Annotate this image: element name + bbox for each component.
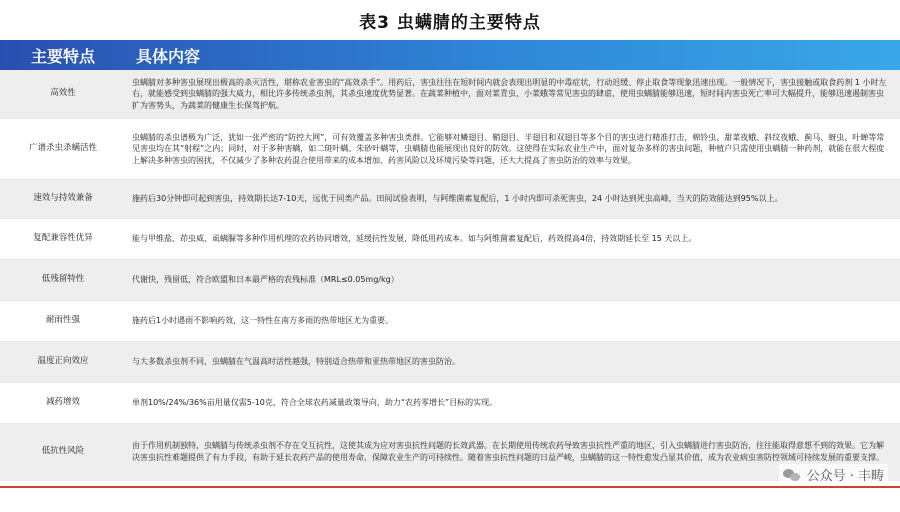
- feature-cell: 耐雨性强: [45, 315, 80, 326]
- header-content: 具体内容: [136, 46, 201, 66]
- description-cell: 施药后1小时遇雨不影响药效，这一特性在南方多雨的热带地区尤为重要。: [132, 316, 394, 326]
- table-header: [0, 40, 900, 70]
- table-row: [0, 383, 900, 424]
- watermark-text: 公众号 · 丰畴: [806, 469, 884, 484]
- table-row: [0, 70, 900, 119]
- description-cell: 由于作用机制独特，虫螨腈与传统杀虫剂不存在交互抗性，这使其成为应对害虫抗性问题的长效武器。在长期使用传统农药导致害虫抗性严重的地区，引入虫螨腈进行害虫防治，往往能取得意想不到的效果。它为解决害虫抗性难题提供了有力手段，有助于延长农药产品的使用寿命，保障农业生产的可持续性。随着害虫抗性问题的日益严峻，虫螨腈的这一特性愈发凸显其价值，成为农业病虫害防控领域可持续发展的重要支撑。: [132, 441, 884, 462]
- description-cell: 虫螨腈的杀虫谱极为广泛，犹如一张严密的“防控大网”，可有效覆盖多种害虫类群。它能够对鳞翅目、鞘翅目、半翅目和双翅目等多个目的害虫进行精准打击，棉铃虫、甜菜夜蛾、斜纹夜蛾、蓟马、蚜虫、叶蝉等常见害虫均在其“射程”之内；同时，对于多种害螨，如二斑叶螨、朱砂叶螨等，虫螨腈也能展现出良好的防效。这使得在实际农业生产中，面对复杂多样的害虫问题，种植户只需使用虫螨腈一种药剂，就能在很大程度上解决多种害虫的困扰，不仅减少了多种农药混合使用带来的成本增加、药害风险以及环境污染等问题，还大大提高了害虫防治的效率与效果。: [132, 132, 885, 165]
- table-title: 表3 虫螨腈的主要特点: [359, 13, 541, 33]
- table-row: [0, 119, 900, 180]
- description-cell: 代谢快，残留低，符合欧盟和日本最严格的农残标准（MRL≤0.05mg/kg）: [132, 275, 399, 285]
- table-row: [0, 219, 900, 260]
- table-row: [0, 301, 900, 342]
- wechat-icon: [783, 468, 801, 482]
- table-row: [0, 424, 900, 481]
- description-cell: 单剂10%/24%/36%亩用量仅需5-10克，符合全球农药减量政策导向，助力“农药零增长”目标的实现。: [132, 398, 498, 408]
- header-feature: 主要特点: [30, 46, 95, 66]
- description-cell: 施药后30分钟即可起到害虫，持效期长达7-10天，远优于同类产品。田间试验表明，与阿维菌素复配后，1 小时内即可杀死害虫，24 小时达到死虫高峰，当天的防效能达到95%以上。: [132, 194, 783, 204]
- feature-cell: 高效性: [50, 88, 76, 99]
- feature-cell: 低抗性风险: [41, 446, 85, 457]
- bottom-divider: [0, 486, 900, 488]
- feature-cell: 复配兼容性优异: [33, 233, 93, 244]
- table-row: [0, 342, 900, 383]
- features-table: [0, 40, 900, 481]
- description-cell: 能与甲维盐、茚虫威、虱螨脲等多种作用机理的农药协同增效，延缓抗性发展，降低用药成本。如与阿维菌素复配后，药效提高4倍，持效期延长至 15 天以上。: [132, 234, 697, 244]
- feature-cell: 低残留特性: [41, 274, 85, 285]
- watermark: [779, 464, 888, 485]
- feature-cell: 广谱杀虫杀螨活性: [28, 143, 97, 154]
- table-row: [0, 260, 900, 301]
- table-body: [0, 70, 900, 481]
- feature-cell: 速效与持效兼备: [33, 193, 93, 204]
- feature-cell: 减药增效: [45, 397, 80, 408]
- feature-cell: 温度正向效应: [37, 356, 89, 367]
- table-row: [0, 180, 900, 219]
- description-cell: 与大多数杀虫剂不同，虫螨腈在气温高时活性越强，特别适合热带和亚热带地区的害虫防治。: [132, 357, 460, 367]
- description-cell: 虫螨腈对多种害虫展现出极高的杀灭活性，堪称农业害虫的“高效杀手”。用药后，害虫往往在短时间内就会表现出明显的中毒症状，行动迟缓、停止取食等现象迅速出现。一般情况下，害虫接触或取食药剂 1 小时左右，就能感受到虫螨腈的强大威力，相比许多传统杀虫剂，其杀虫速度优势显著。在蔬菜种植中，面对菜青虫、小菜蛾等常见害虫的肆虐，使用虫螨腈能够迅速，短时间内害虫死亡率可大幅提升，能够迅速遏制害虫扩为害势头，为蔬菜的健康生长保驾护航。: [132, 77, 887, 110]
